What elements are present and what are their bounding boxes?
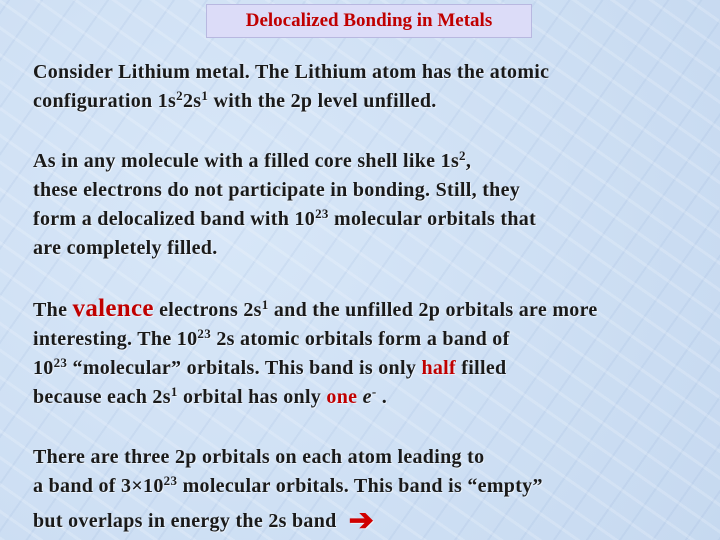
text: molecular orbitals that [328, 208, 537, 230]
line [33, 176, 703, 205]
paragraph-lithium-config [33, 58, 703, 116]
paragraph-valence [33, 294, 703, 412]
electron-symbol: e [362, 386, 372, 408]
line [33, 147, 703, 176]
text: orbital has only [177, 386, 327, 408]
text: interesting. The 10 [33, 328, 198, 350]
valence-highlight: valence [72, 295, 154, 322]
line [33, 443, 703, 472]
text: a band of 3 [33, 475, 132, 497]
text: As in any molecule with a filled core shell like 1s [33, 150, 460, 172]
text: these electrons do not participate in bonding. Still, they [33, 179, 521, 201]
line [33, 506, 703, 536]
text: and the unfilled 2p orbitals are more [268, 299, 598, 321]
superscript: 23 [197, 326, 212, 341]
paragraph-overlap [33, 506, 703, 536]
superscript: 23 [53, 355, 68, 370]
text: Consider Lithium metal. The Lithium atom has the atomic [33, 61, 550, 83]
superscript: - [371, 384, 377, 399]
text: electrons 2s [153, 299, 262, 321]
half-highlight: half [421, 357, 456, 379]
line [33, 205, 703, 234]
text: but overlaps in energy the 2s band [33, 510, 337, 532]
line [33, 234, 703, 263]
text: 2s atomic orbitals form a band of [211, 328, 510, 350]
line [33, 58, 703, 87]
line [33, 294, 703, 325]
text: with the 2p level unfilled. [208, 90, 437, 112]
line [33, 383, 703, 412]
text: . [376, 386, 388, 408]
text: 2s [182, 90, 202, 112]
text: form a delocalized band with 10 [33, 208, 316, 230]
paragraph-2p-band [33, 443, 703, 501]
text: There are three 2p orbitals on each atom leading to [33, 446, 485, 468]
text: “molecular” orbitals. This band is only [67, 357, 422, 379]
times-symbol: × [131, 475, 144, 497]
line [33, 354, 703, 383]
arrow-right-icon: ➔ [348, 504, 375, 537]
superscript: 1 [201, 88, 209, 103]
text: , [465, 150, 472, 172]
text: 10 [143, 475, 164, 497]
text: filled [455, 357, 507, 379]
text: The [33, 299, 73, 321]
text: configuration 1s [33, 90, 177, 112]
superscript: 2 [176, 88, 183, 103]
superscript: 23 [315, 206, 329, 221]
one-highlight: one [326, 386, 358, 408]
line [33, 325, 703, 354]
superscript: 23 [163, 473, 178, 488]
paragraph-core-shell [33, 147, 703, 263]
text: are completely filled. [33, 237, 218, 259]
slide-title: Delocalized Bonding in Metals [206, 4, 532, 38]
line [33, 472, 703, 501]
text: molecular orbitals. This band is “empty” [177, 475, 543, 497]
text: 10 [33, 357, 54, 379]
text: because each 2s [33, 386, 171, 408]
superscript: 2 [459, 148, 466, 163]
line [33, 87, 703, 116]
superscript: 1 [261, 297, 269, 312]
superscript: 1 [170, 384, 178, 399]
